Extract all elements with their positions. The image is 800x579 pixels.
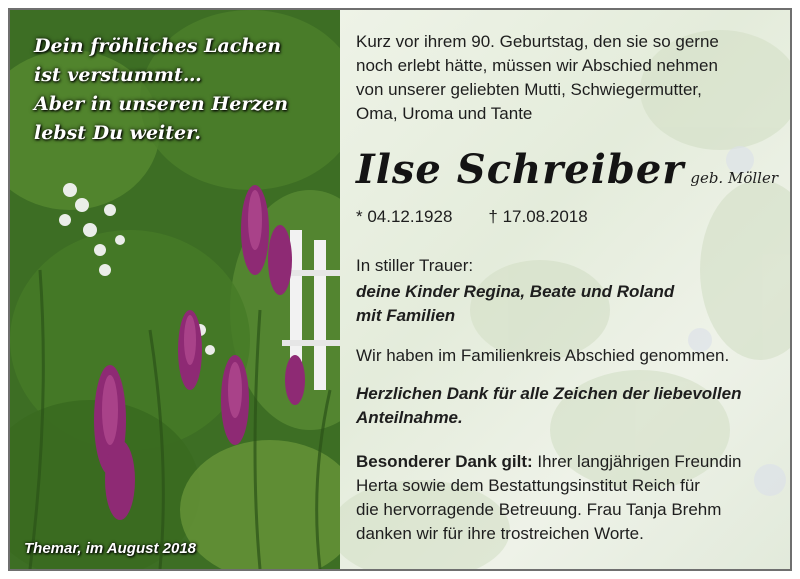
intro-line: Kurz vor ihrem 90. Geburtstag, den sie so gerne [356,32,719,51]
family-circle-note: Wir haben im Familienkreis Abschied genommen. [356,346,730,365]
intro-line: noch erlebt hätte, müssen wir Abschied nehmen [356,56,718,75]
intro-text [356,30,719,126]
memorial-quote [34,32,288,148]
family-line: mit Familien [356,306,456,325]
thanks-line: Herzlichen Dank für alle Zeichen der liebevollen [356,384,742,403]
mourning-label: In stiller Trauer: [356,256,474,275]
quote-line: lebst Du weiter. [34,122,201,144]
thanks-text [356,382,741,430]
deceased-name: Ilse Schreiber [356,146,685,193]
family-line: deine Kinder Regina, Beate und Roland [356,282,675,301]
special-line: Ihrer langjährigen Freundin [532,452,742,471]
obituary-card [8,8,792,571]
family-signatures [356,280,674,328]
special-line: die hervorragende Betreuung. Frau Tanja Brehm [356,500,722,519]
intro-line: Oma, Uroma und Tante [356,104,533,123]
photo-caption: Themar, im August 2018 [24,540,197,557]
garden-photo [10,10,340,569]
quote-line: Dein fröhliches Lachen [34,35,282,57]
birth-date: * 04.12.1928 [356,207,453,226]
quote-line: ist verstummt… [34,64,202,86]
deceased-name-row [356,146,778,193]
death-date: † 17.08.2018 [488,207,588,226]
special-line: Herta sowie dem Bestattungsinstitut Reich für [356,476,700,495]
special-thanks [356,450,742,546]
life-dates [356,207,588,227]
intro-line: von unserer geliebten Mutti, Schwiegermutter, [356,80,702,99]
special-thanks-label: Besonderer Dank gilt: [356,452,533,471]
maiden-name: geb. Möller [690,169,778,187]
quote-line: Aber in unseren Herzen [34,93,289,115]
special-thanks-first-line [356,450,742,474]
thanks-line: Anteilnahme. [356,408,463,427]
special-line: danken wir für ihre trostreichen Worte. [356,524,644,543]
obituary-text-panel [340,10,790,569]
